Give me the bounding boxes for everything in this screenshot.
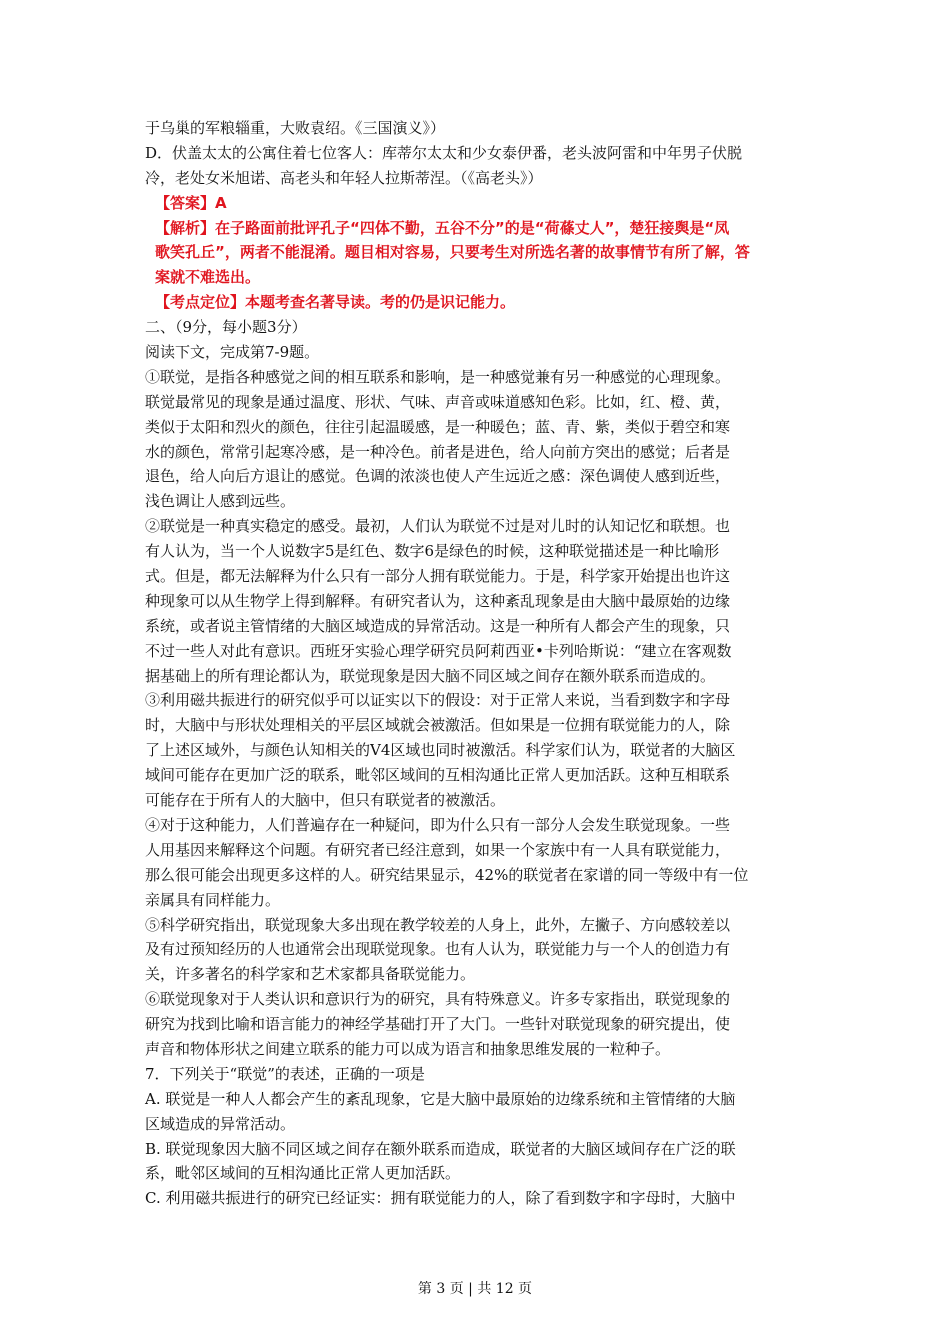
answer-analysis-line: 【考点定位】本题考查名著导读。考的仍是识记能力。 (155, 293, 516, 312)
text-line: 联觉最常见的现象是通过温度、形状、气味、声音或味道感知色彩。比如，红、橙、黄， (145, 392, 731, 411)
text-line: 关，许多著名的科学家和艺术家都具备联觉能力。 (145, 965, 476, 984)
text-line: ②联觉是一种真实稳定的感受。最初，人们认为联觉不过是对儿时的认知记忆和联想。也 (145, 517, 731, 536)
text-line: ①联觉，是指各种感觉之间的相互联系和影响，是一种感觉兼有另一种感觉的心理现象。 (145, 367, 731, 386)
text-line: 及有过预知经历的人也通常会出现联觉现象。也有人认为，联觉能力与一个人的创造力有 (145, 940, 731, 959)
text-line: 二、（9分，每小题3分） (145, 318, 307, 337)
answer-analysis-line: 【解析】在子路面前批评孔子“四体不勤，五谷不分”的是“荷蓧丈人”，楚狂接舆是“凤 (155, 218, 730, 237)
text-line: 研究为找到比喻和语言能力的神经学基础打开了大门。一些针对联觉现象的研究提出，使 (145, 1015, 731, 1034)
text-line: 于乌巢的军粮辎重，大败袁绍。《三国演义》） (145, 119, 446, 137)
text-line: 冷，老处女米旭诺、高老头和年轻人拉斯蒂涅。（《高老头》） (145, 168, 543, 187)
text-line: 系，毗邻区域间的互相沟通比正常人更加活跃。 (145, 1164, 461, 1183)
text-line: 浅色调让人感到远些。 (145, 492, 296, 511)
text-line: 据基础上的所有理论都认为，联觉现象是因大脑不同区域之间存在额外联系而造成的。 (145, 666, 716, 685)
document-body (145, 116, 825, 1211)
text-line: 区域造成的异常活动。 (145, 1114, 296, 1133)
text-line: 水的颜色，常常引起寒冷感，是一种冷色。前者是进色，给人向前方突出的感觉；后者是 (145, 442, 731, 461)
text-line: 了上述区域外，与颜色认知相关的V4区域也同时被激活。科学家们认为，联觉者的大脑区 (145, 741, 736, 760)
text-line: 亲属具有同样能力。 (145, 890, 281, 909)
text-line: 声音和物体形状之间建立联系的能力可以成为语言和抽象思维发展的一粒种子。 (145, 1039, 671, 1058)
text-line: 那么很可能会出现更多这样的人。研究结果显示，42%的联觉者在家谱的同一等级中有一位 (145, 865, 749, 884)
text-line: D．伏盖太太的公寓住着七位客人：库蒂尔太太和少女泰伊番，老头波阿雷和中年男子伏脱 (145, 143, 743, 162)
text-line: 阅读下文，完成第7-9题。 (145, 343, 320, 362)
text-line: ③利用磁共振进行的研究似乎可以证实以下的假设：对于正常人来说，当看到数字和字母 (145, 691, 731, 710)
text-line: 可能存在于所有人的大脑中，但只有联觉者的被激活。 (145, 791, 506, 810)
text-line: 有人认为，当一个人说数字5是红色、数字6是绿色的时候，这种联觉描述是一种比喻形 (145, 542, 720, 561)
text-line: ⑥联觉现象对于人类认识和意识行为的研究，具有特殊意义。许多专家指出，联觉现象的 (145, 990, 731, 1009)
text-line: C. 利用磁共振进行的研究已经证实：拥有联觉能力的人，除了看到数字和字母时，大脑中 (145, 1189, 736, 1208)
text-line: 系统，或者说主管情绪的大脑区域造成的异常活动。这是一种所有人都会产生的现象，只 (145, 616, 731, 635)
text-line: 式。但是，都无法解释为什么只有一部分人拥有联觉能力。于是，科学家开始提出也许这 (145, 567, 731, 586)
text-line: 7．下列关于“联觉”的表述，正确的一项是 (145, 1064, 425, 1083)
text-line: 域间可能存在更加广泛的联系，毗邻区域间的互相沟通比正常人更加活跃。这种互相联系 (145, 766, 731, 785)
text-line: 时，大脑中与形状处理相关的平层区域就会被激活。但如果是一位拥有联觉能力的人，除 (145, 716, 731, 735)
answer-analysis-line: 【答案】A (155, 193, 227, 212)
page-footer: 第 3 页 | 共 12 页 (417, 1281, 533, 1297)
text-line: 种现象可以从生物学上得到解释。有研究者认为，这种紊乱现象是由大脑中最原始的边缘 (145, 591, 731, 610)
text-line: B. 联觉现象因大脑不同区域之间存在额外联系而造成，联觉者的大脑区域间存在广泛的联 (145, 1139, 736, 1158)
text-line: ⑤科学研究指出，联觉现象大多出现在教学较差的人身上，此外，左撇子、方向感较差以 (145, 915, 731, 934)
text-line: 人用基因来解释这个问题。有研究者已经注意到，如果一个家族中有一人具有联觉能力， (145, 840, 731, 859)
answer-analysis-line: 案就不难选出。 (155, 268, 261, 287)
text-line: 类似于太阳和烈火的颜色，往往引起温暖感，是一种暖色；蓝、青、紫，类似于碧空和寒 (145, 417, 731, 436)
text-line: 退色，给人向后方退让的感觉。色调的浓淡也使人产生远近之感：深色调使人感到近些， (145, 467, 731, 486)
text-line: ④对于这种能力，人们普遍存在一种疑问，即为什么只有一部分人会发生联觉现象。一些 (145, 815, 731, 834)
text-line: A. 联觉是一种人人都会产生的紊乱现象，它是大脑中最原始的边缘系统和主管情绪的大脑 (145, 1089, 736, 1108)
text-line: 不过一些人对此有意识。西班牙实验心理学研究员阿莉西亚•卡列哈斯说：“建立在客观数 (145, 641, 732, 660)
answer-analysis-line: 歌笑孔丘”，两者不能混淆。题目相对容易，只要考生对所选名著的故事情节有所了解，答 (155, 243, 750, 262)
